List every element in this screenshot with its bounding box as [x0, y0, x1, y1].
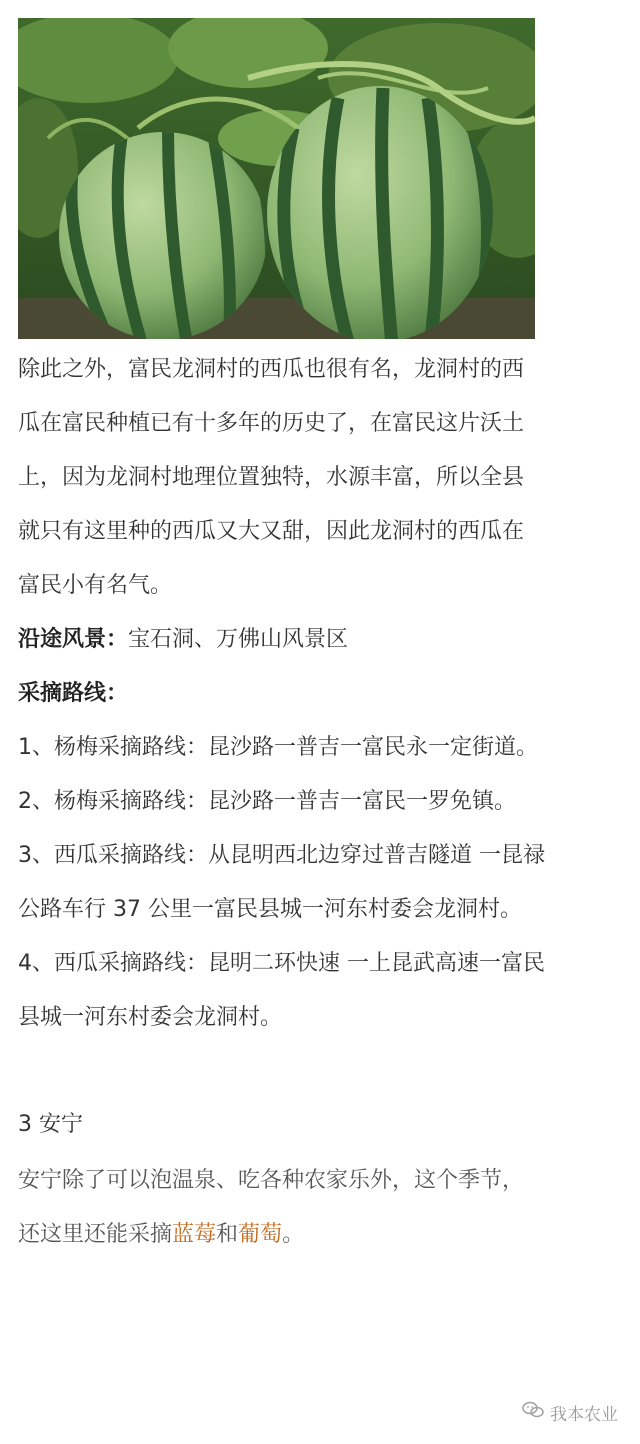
grape-link[interactable]: 葡萄	[238, 1222, 283, 1247]
blueberry-link[interactable]: 蓝莓	[172, 1222, 217, 1247]
scenery-line	[18, 625, 348, 655]
watermelon-photo	[18, 18, 535, 339]
route-item: 2、杨梅采摘路线：昆沙路一普吉一富民一罗免镇。	[18, 789, 516, 814]
scenery-value: 宝石洞、万佛山风景区	[128, 627, 349, 652]
paragraph-line: 瓜在富民种植已有十多年的历史了，在富民这片沃土	[18, 411, 525, 436]
route-item: 公路车行 37 公里一富民县城一河东村委会龙洞村。	[18, 897, 522, 922]
routes-heading: 采摘路线：	[18, 681, 129, 706]
paragraph-line	[18, 1220, 304, 1250]
paragraph-line: 富民小有名气。	[18, 573, 173, 598]
wechat-icon	[522, 1401, 544, 1424]
scenery-label: 沿途风景：	[18, 627, 129, 652]
route-item: 4、西瓜采摘路线：昆明二环快速 一上昆武高速一富民	[18, 951, 545, 976]
text-segment: 。	[282, 1222, 305, 1247]
paragraph-line: 除此之外，富民龙洞村的西瓜也很有名，龙洞村的西	[18, 357, 525, 382]
route-item: 1、杨梅采摘路线：昆沙路一普吉一富民永一定街道。	[18, 735, 538, 760]
watermark	[522, 1400, 618, 1425]
paragraph-line: 就只有这里种的西瓜又大又甜，因此龙洞村的西瓜在	[18, 519, 525, 544]
route-item: 县城一河东村委会龙洞村。	[18, 1005, 283, 1030]
route-item: 3、西瓜采摘路线：从昆明西北边穿过普吉隧道 一昆禄	[18, 843, 545, 868]
paragraph-line: 安宁除了可以泡温泉、吃各种农家乐外，这个季节，	[18, 1168, 525, 1193]
paragraph-line: 上，因为龙洞村地理位置独特，水源丰富，所以全县	[18, 465, 525, 490]
text-segment: 和	[216, 1222, 239, 1247]
watermark-text: 我本农业	[550, 1405, 618, 1425]
text-segment: 还这里还能采摘	[18, 1222, 173, 1247]
section-title: 3 安宁	[18, 1112, 83, 1137]
